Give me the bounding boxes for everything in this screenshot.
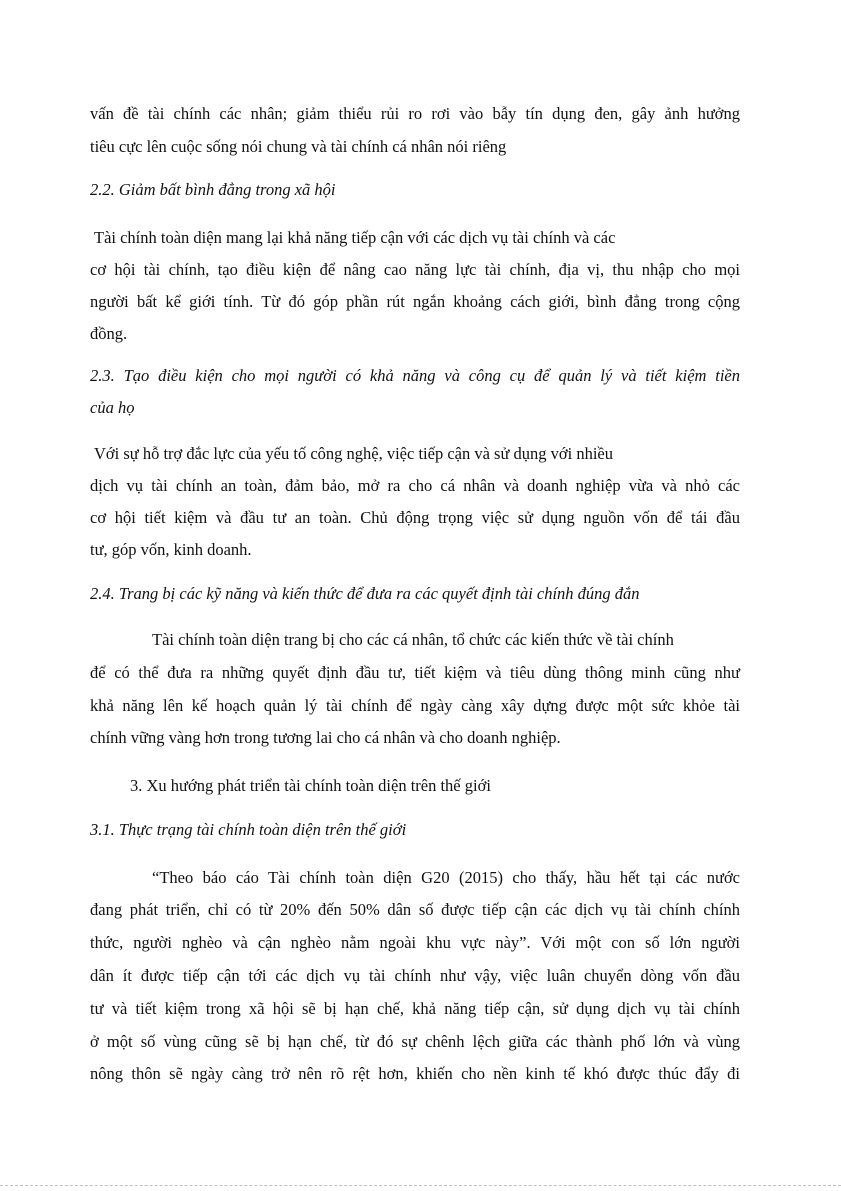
paragraph-text-line: tư, góp vốn, kinh doanh. [90, 540, 252, 559]
section-heading-2-3: 2.3. Tạo điều kiện cho mọi người có khả năng và công cụ để quản lý và tiết kiệm tiền [90, 366, 740, 385]
paragraph-text-line: ở một số vùng cũng sẽ bị hạn chế, từ đó sự chênh lệch giữa các thành phố lớn và vùng [90, 1032, 740, 1051]
paragraph-text-line: Với sự hỗ trợ đắc lực của yếu tố công nghệ, việc tiếp cận và sử dụng với nhiều [94, 444, 613, 463]
paragraph-text-line: Tài chính toàn diện trang bị cho các cá nhân, tổ chức các kiến thức về tài chính [152, 630, 674, 649]
paragraph-text-line: người bất kể giới tính. Từ đó góp phần rút ngắn khoảng cách giới, bình đẳng trong cộng [90, 292, 740, 311]
section-heading-2-2: 2.2. Giảm bất bình đẳng trong xã hội [90, 180, 336, 199]
section-heading-3: 3. Xu hướng phát triển tài chính toàn diện trên thế giới [130, 776, 491, 795]
paragraph-text-line: cơ hội tài chính, tạo điều kiện để nâng cao năng lực tài chính, địa vị, thu nhập cho mọi [90, 260, 740, 279]
page-bottom-rule [0, 1185, 841, 1186]
paragraph-text-line: chính vững vàng hơn trong tương lai cho cá nhân và cho doanh nghiệp. [90, 728, 561, 747]
paragraph-text-line: Tài chính toàn diện mang lại khả năng tiếp cận với các dịch vụ tài chính và các [94, 228, 616, 247]
paragraph-text-line: dân ít được tiếp cận tới các dịch vụ tài chính như vậy, việc luân chuyển dòng vốn đầu [90, 966, 740, 985]
paragraph-text-line: khả năng lên kế hoạch quản lý tài chính để ngày càng xây dựng được một sức khỏe tài [90, 696, 740, 715]
section-heading-3-1: 3.1. Thực trạng tài chính toàn diện trên thế giới [90, 820, 407, 839]
paragraph-text-line: để có thể đưa ra những quyết định đầu tư, tiết kiệm và tiêu dùng thông minh cũng như [90, 663, 740, 682]
paragraph-text-line: vấn đề tài chính các nhân; giảm thiểu rủi ro rơi vào bẫy tín dụng đen, gây ảnh hưởng [90, 104, 740, 123]
paragraph-text-line: dịch vụ tài chính an toàn, đảm bảo, mở ra cho cá nhân và doanh nghiệp vừa và nhỏ các [90, 476, 740, 495]
paragraph-text-line: tiêu cực lên cuộc sống nói chung và tài chính cá nhân nói riêng [90, 137, 507, 156]
paragraph-text-line: nông thôn sẽ ngày càng trở nên rõ rệt hơn, khiến cho nền kinh tế khó được thúc đẩy đi [90, 1064, 740, 1083]
section-heading-2-3-cont: của họ [90, 398, 135, 417]
paragraph-text-line: tư và tiết kiệm trong xã hội sẽ bị hạn chế, khả năng tiếp cận, sử dụng dịch vụ tài chính [90, 999, 740, 1018]
paragraph-text-line: thức, người nghèo và cận nghèo nằm ngoài khu vực này”. Với một con số lớn người [90, 933, 740, 952]
paragraph-text-line: đồng. [90, 324, 128, 343]
section-heading-2-4: 2.4. Trang bị các kỹ năng và kiến thức để đưa ra các quyết định tài chính đúng đắn [90, 584, 640, 603]
paragraph-text-line: “Theo báo cáo Tài chính toàn diện G20 (2015) cho thấy, hầu hết tại các nước [152, 868, 740, 887]
paragraph-text-line: đang phát triển, chỉ có từ 20% đến 50% dân số được tiếp cận các dịch vụ tài chính chính [90, 900, 740, 919]
paragraph-text-line: cơ hội tiết kiệm và đầu tư an toàn. Chủ động trọng việc sử dụng nguồn vốn để tái đầu [90, 508, 740, 527]
